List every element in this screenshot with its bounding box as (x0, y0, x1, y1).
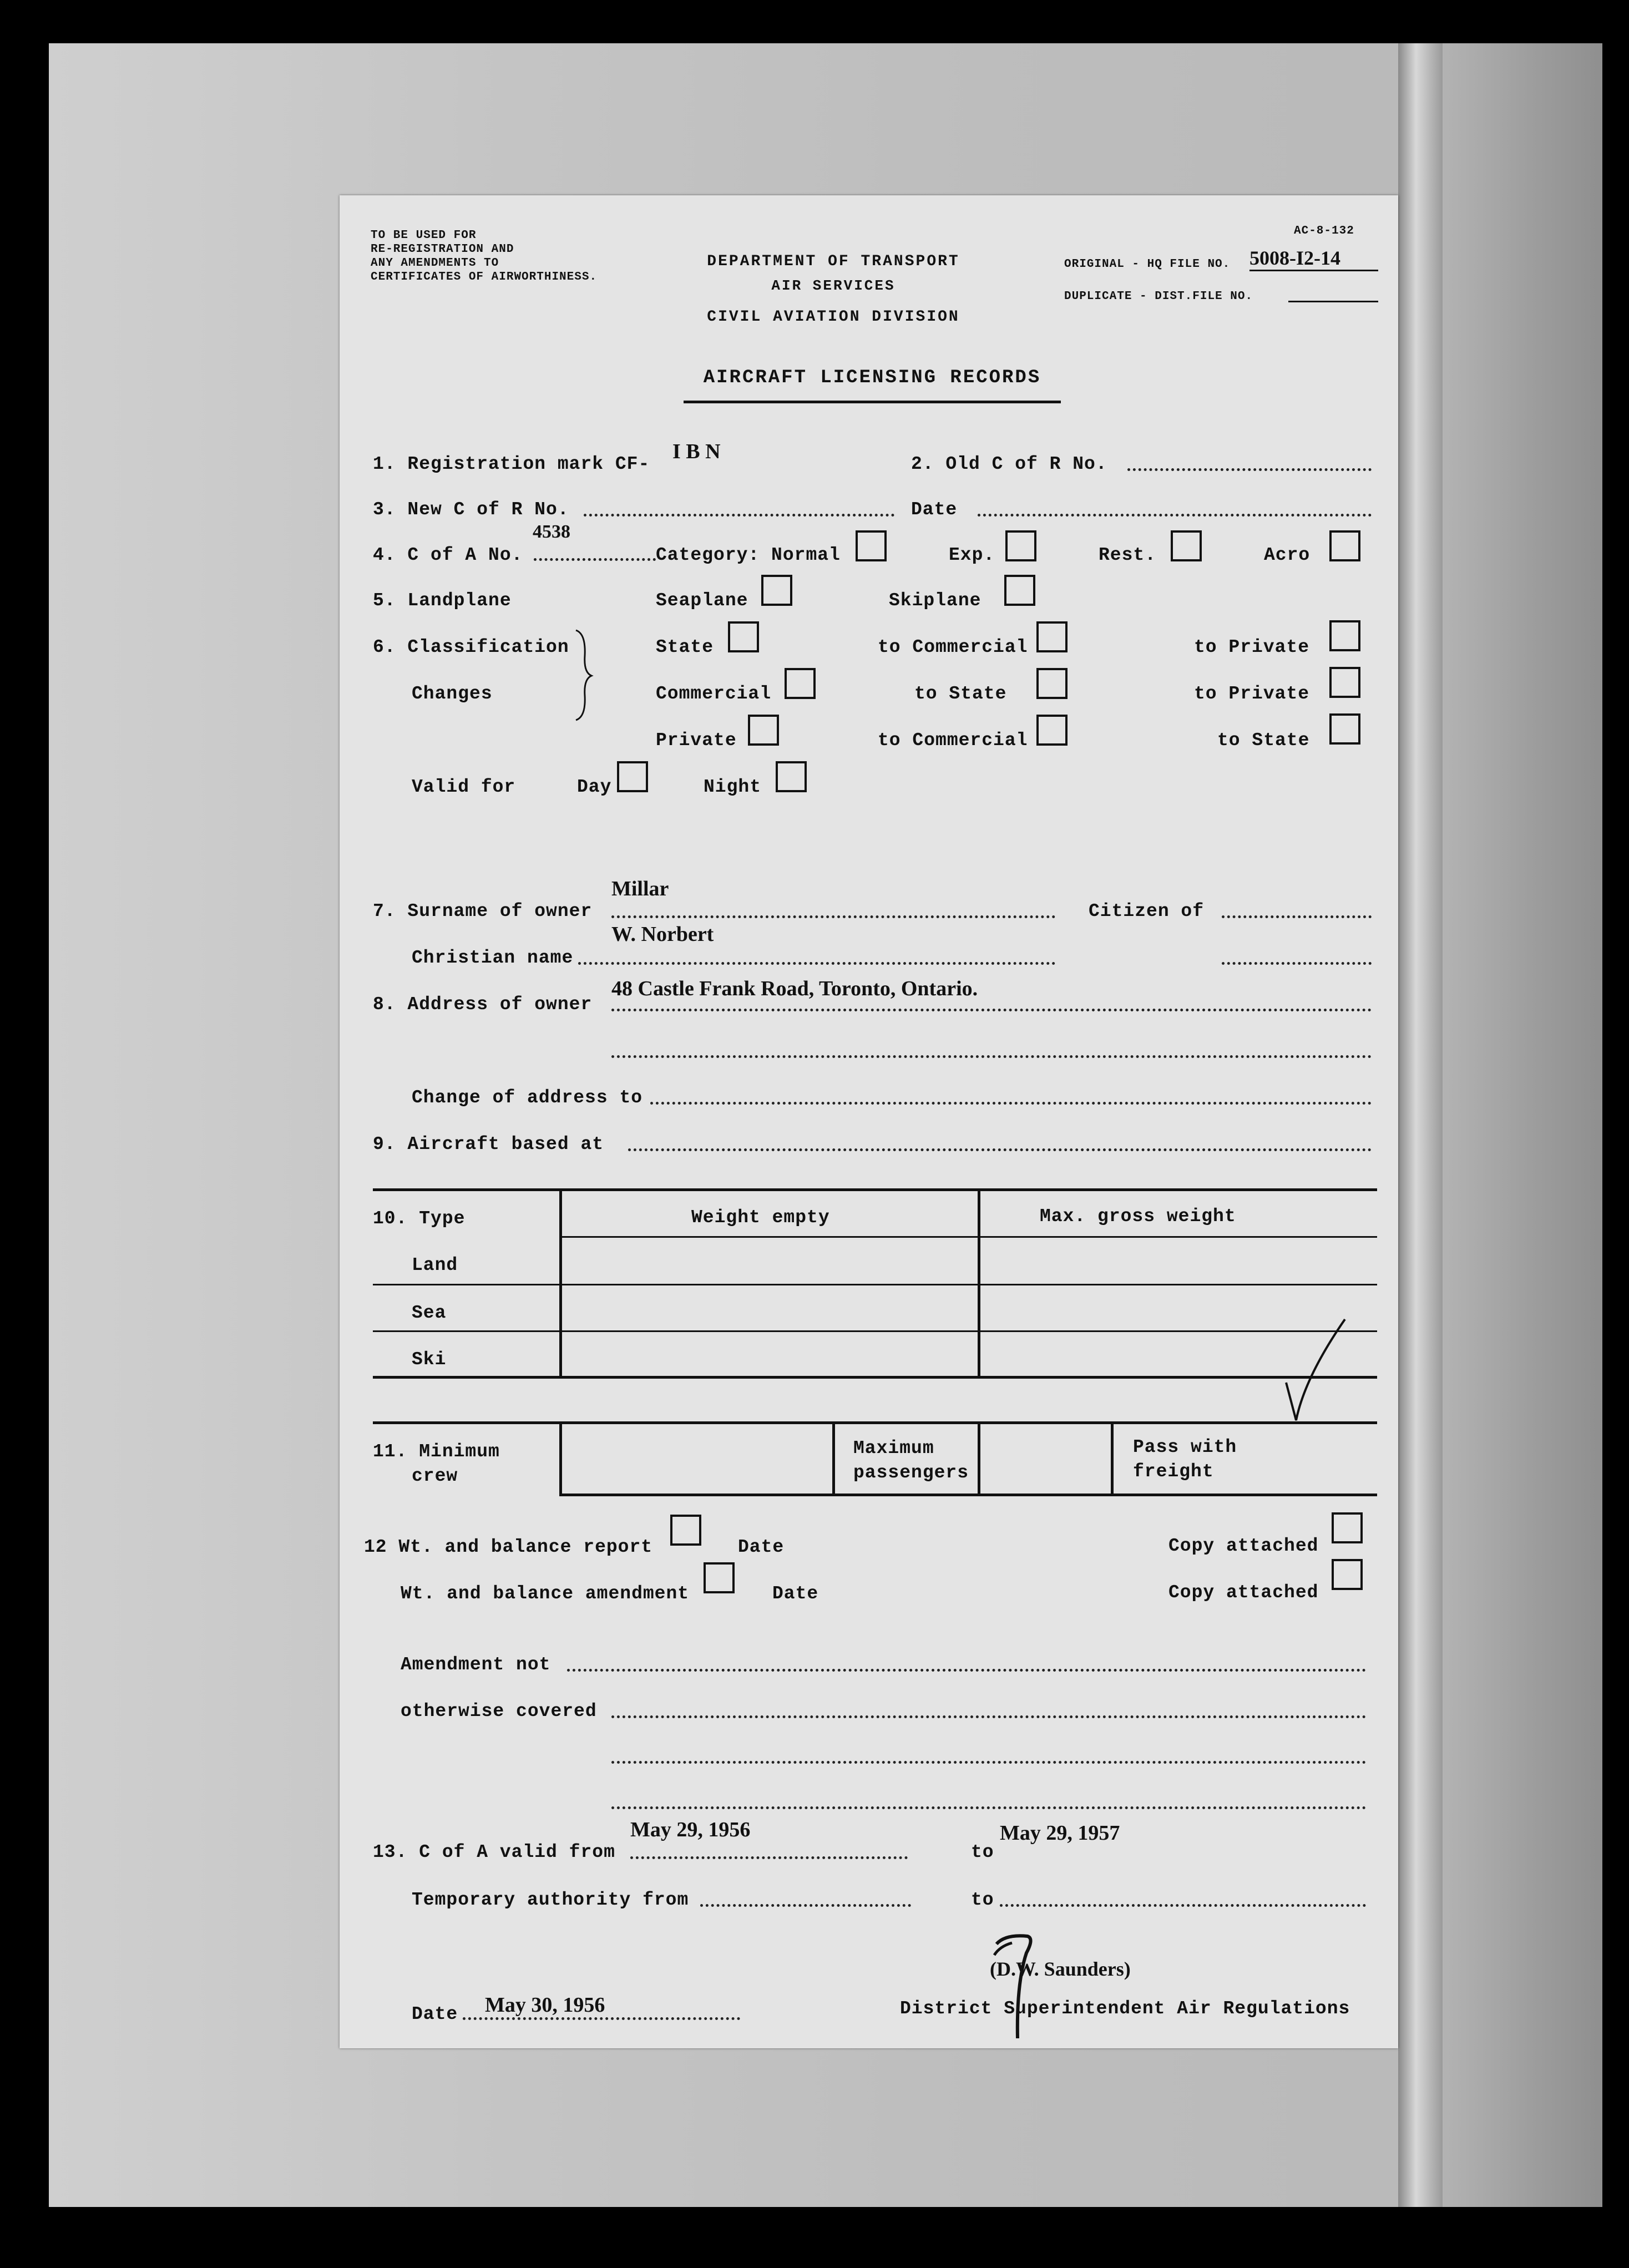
old-cr-label: 2. Old C of R No. (911, 454, 1107, 474)
state-checkbox[interactable] (728, 621, 759, 652)
new-cr-dots (584, 514, 894, 517)
new-cr-date-dots (978, 514, 1372, 517)
category-exp-checkbox[interactable] (1005, 530, 1036, 561)
weight-table-header-rule (559, 1236, 1377, 1238)
header-note-3: ANY AMENDMENTS TO (371, 257, 499, 270)
pass-freight-label-1: Pass with (1133, 1437, 1237, 1457)
duplicate-file-label: DUPLICATE - DIST.FILE NO. (1064, 290, 1253, 303)
commercial-to-state-checkbox[interactable] (1036, 668, 1068, 699)
landplane-label: 5. Landplane (373, 590, 512, 611)
temp-authority-label: Temporary authority from (412, 1890, 689, 1910)
private-checkbox[interactable] (748, 715, 779, 746)
ca-number-dots (534, 558, 656, 561)
state-to-commercial-checkbox[interactable] (1036, 621, 1068, 652)
weight-table-top-rule (373, 1188, 1377, 1191)
weight-table-divider-2 (978, 1188, 980, 1377)
amendment-not-dots (567, 1669, 1366, 1672)
weight-row-rule-2 (373, 1330, 1377, 1332)
balance-report-date-label: Date (738, 1537, 785, 1557)
original-file-value: 5008-I2-14 (1249, 247, 1340, 269)
form-number: AC-8-132 (1294, 225, 1354, 237)
temp-authority-dots (700, 1904, 911, 1907)
old-cr-dots (1127, 468, 1372, 471)
min-crew-label-2: crew (412, 1466, 458, 1486)
date-value: May 30, 1956 (485, 1993, 605, 2017)
date-label: Date (412, 2004, 458, 2024)
classification-changes-label: Changes (412, 684, 493, 704)
crew-table-top-rule (373, 1421, 1377, 1424)
crew-divider-1 (559, 1421, 562, 1496)
seaplane-label: Seaplane (656, 590, 748, 611)
balance-report-copy-label: Copy attached (1168, 1536, 1319, 1556)
classification-brace-icon (573, 628, 595, 722)
registration-mark-value: I B N (672, 440, 721, 463)
max-passengers-label-2: passengers (853, 1462, 969, 1483)
ca-number-label: 4. C of A No. (373, 545, 523, 565)
address-dots-2 (611, 1055, 1372, 1058)
temp-authority-to-dots (1000, 1904, 1366, 1907)
private-label: Private (656, 730, 737, 751)
based-at-dots (628, 1148, 1372, 1151)
private-to-commercial-label: to Commercial (878, 730, 1028, 751)
skiplane-checkbox[interactable] (1004, 575, 1035, 606)
citizen-dots (1222, 915, 1372, 918)
weight-row-sea: Sea (412, 1303, 447, 1323)
ca-number-value: 4538 (533, 522, 570, 542)
category-acro-checkbox[interactable] (1329, 530, 1360, 561)
duplicate-file-underline (1288, 301, 1378, 302)
state-to-commercial-label: to Commercial (878, 637, 1028, 657)
citizen-label: Citizen of (1089, 901, 1205, 922)
dept-line-1: DEPARTMENT OF TRANSPORT (707, 253, 960, 270)
private-to-commercial-checkbox[interactable] (1036, 715, 1068, 746)
category-normal-label: Category: Normal (656, 545, 841, 565)
address-dots (611, 1009, 1372, 1011)
based-at-label: 9. Aircraft based at (373, 1134, 604, 1155)
amendment-not-label: Amendment not (401, 1654, 551, 1675)
weight-row-rule-1 (373, 1284, 1377, 1285)
balance-amendment-label: Wt. and balance amendment (401, 1583, 690, 1604)
christian-citizen-dots (1222, 962, 1372, 965)
christian-name-dots (578, 962, 1055, 965)
seaplane-checkbox[interactable] (761, 575, 792, 606)
original-file-underline (1249, 270, 1378, 271)
balance-report-label: 12 Wt. and balance report (364, 1537, 653, 1557)
private-to-state-label: to State (1217, 730, 1310, 751)
category-acro-label: Acro (1264, 545, 1311, 565)
balance-report-checkbox[interactable] (670, 1515, 701, 1546)
weight-table-type-header: 10. Type (373, 1208, 466, 1229)
pass-freight-label-2: freight (1133, 1461, 1214, 1482)
valid-night-label: Night (704, 777, 762, 797)
header-note-2: RE-REGISTRATION AND (371, 243, 514, 256)
folder-edge (1398, 43, 1443, 2207)
valid-day-label: Day (577, 777, 612, 797)
checkmark-icon (1283, 1316, 1349, 1427)
crew-divider-2 (832, 1421, 835, 1496)
surname-label: 7. Surname of owner (373, 901, 593, 922)
header-note-1: TO BE USED FOR (371, 229, 477, 242)
address-value: 48 Castle Frank Road, Toronto, Ontario. (611, 977, 978, 1000)
commercial-label: Commercial (656, 684, 772, 704)
max-passengers-label-1: Maximum (853, 1438, 934, 1459)
weight-table-bottom-rule (373, 1376, 1377, 1379)
date-dots (463, 2017, 740, 2020)
state-label: State (656, 637, 714, 657)
ca-valid-from-dots (630, 1856, 908, 1859)
otherwise-covered-label: otherwise covered (401, 1701, 597, 1722)
ca-valid-to-label: to (971, 1842, 994, 1862)
balance-amendment-copy-label: Copy attached (1168, 1582, 1319, 1603)
commercial-to-private-label: to Private (1194, 684, 1310, 704)
original-file-label: ORIGINAL - HQ FILE NO. (1064, 258, 1231, 271)
christian-name-label: Christian name (412, 948, 574, 968)
category-rest-checkbox[interactable] (1171, 530, 1202, 561)
licensing-record-card (340, 195, 1398, 2048)
balance-amendment-copy-checkbox[interactable] (1332, 1559, 1363, 1590)
balance-report-copy-checkbox[interactable] (1332, 1512, 1363, 1543)
ca-valid-from-value: May 29, 1956 (630, 1818, 751, 1841)
signer-name: (D.W. Saunders) (990, 1958, 1131, 1980)
folder-right-panel (1443, 43, 1602, 2207)
dept-line-3: CIVIL AVIATION DIVISION (707, 308, 960, 326)
valid-day-checkbox[interactable] (617, 761, 648, 792)
min-crew-label-1: 11. Minimum (373, 1441, 500, 1462)
category-exp-label: Exp. (949, 545, 995, 565)
ca-valid-from-label: 13. C of A valid from (373, 1842, 615, 1862)
christian-name-value: W. Norbert (611, 923, 714, 946)
category-normal-checkbox[interactable] (856, 530, 887, 561)
otherwise-dots-2 (611, 1761, 1366, 1764)
state-to-private-checkbox[interactable] (1329, 620, 1360, 651)
skiplane-label: Skiplane (889, 590, 982, 611)
crew-table-bottom-rule (559, 1494, 1377, 1496)
temp-authority-to-label: to (971, 1890, 994, 1910)
title-underline (684, 401, 1061, 403)
balance-amendment-date-label: Date (772, 1583, 819, 1604)
weight-table-divider-1 (559, 1188, 562, 1377)
classification-label: 6. Classification (373, 637, 569, 657)
signer-title: District Superintendent Air Regulations (900, 1998, 1350, 2019)
change-address-label: Change of address to (412, 1087, 643, 1108)
weight-table-gross-header: Max. gross weight (1040, 1206, 1236, 1227)
form-title: AIRCRAFT LICENSING RECORDS (703, 367, 1041, 388)
weight-row-ski: Ski (412, 1349, 447, 1370)
signature-icon (983, 1922, 1044, 2044)
commercial-checkbox[interactable] (785, 668, 816, 699)
private-to-state-checkbox[interactable] (1329, 713, 1360, 745)
commercial-to-state-label: to State (914, 684, 1007, 704)
surname-value: Millar (611, 877, 669, 900)
valid-for-label: Valid for (412, 777, 516, 797)
otherwise-covered-dots (611, 1715, 1366, 1718)
state-to-private-label: to Private (1194, 637, 1310, 657)
ca-valid-to-value: May 29, 1957 (1000, 1821, 1120, 1845)
category-rest-label: Rest. (1099, 545, 1157, 565)
commercial-to-private-checkbox[interactable] (1329, 667, 1360, 698)
address-label: 8. Address of owner (373, 994, 593, 1015)
new-cr-date-label: Date (911, 499, 958, 520)
crew-divider-4 (1111, 1421, 1114, 1496)
crew-divider-3 (978, 1421, 980, 1496)
header-note-4: CERTIFICATES OF AIRWORTHINESS. (371, 271, 598, 284)
valid-night-checkbox[interactable] (776, 761, 807, 792)
dept-line-2: AIR SERVICES (771, 277, 896, 294)
balance-amendment-checkbox[interactable] (704, 1562, 735, 1593)
weight-table-empty-header: Weight empty (691, 1207, 830, 1228)
weight-row-land: Land (412, 1255, 458, 1275)
new-cr-label: 3. New C of R No. (373, 499, 569, 520)
change-address-dots (650, 1102, 1372, 1105)
registration-mark-label: 1. Registration mark CF- (373, 454, 650, 474)
surname-dots (611, 915, 1055, 918)
otherwise-dots-3 (611, 1806, 1366, 1809)
